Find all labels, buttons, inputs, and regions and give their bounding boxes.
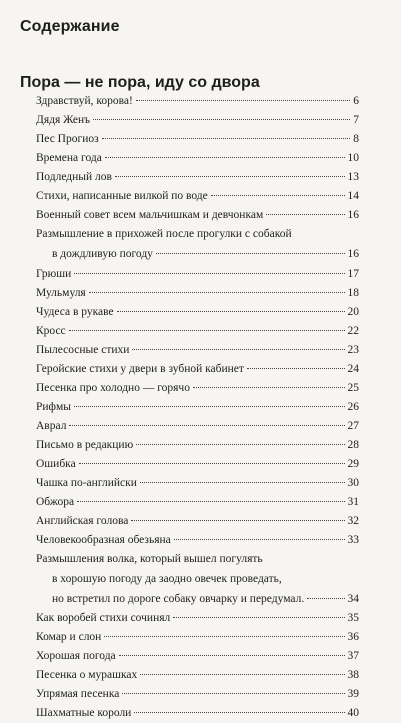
toc-entry — [0, 647, 401, 666]
toc-entry-page: 20 — [347, 306, 359, 318]
dot-leader — [119, 655, 345, 656]
dot-leader — [79, 463, 345, 464]
dot-leader — [115, 176, 345, 177]
toc-entry — [0, 284, 401, 303]
dot-leader — [131, 520, 344, 521]
toc-entry-title: Шахматные короли — [36, 707, 132, 719]
toc-entry — [0, 455, 401, 474]
toc-entry-title: Письмо в редакцию — [36, 439, 134, 451]
toc-entry — [0, 168, 401, 187]
toc-entry — [0, 417, 401, 436]
dot-leader — [74, 273, 344, 274]
dot-leader — [69, 425, 344, 426]
dot-leader — [74, 406, 344, 407]
toc-entry — [0, 550, 401, 609]
toc-entry — [0, 436, 401, 455]
toc-entry-page: 18 — [347, 287, 359, 299]
toc-entry-title: Аврал — [36, 420, 67, 432]
toc-entry — [0, 341, 401, 360]
toc-entry — [0, 130, 401, 149]
toc-entry-title: Рифмы — [36, 401, 72, 413]
toc-entry-title: Кросс — [36, 325, 66, 337]
dot-leader — [89, 292, 345, 293]
section-title: Пора — не пора, иду со двора — [20, 74, 260, 91]
toc-entry-page: 10 — [347, 152, 359, 164]
toc-entry-title: Мульмуля — [36, 287, 86, 299]
toc-entry-title: Подледный лов — [36, 171, 112, 183]
toc-entry-page: 33 — [347, 534, 359, 546]
dot-leader — [140, 674, 344, 675]
toc-entry-page: 40 — [347, 707, 359, 719]
toc-entry-title: Как воробей стихи сочинял — [36, 612, 171, 624]
toc-entry-page: 7 — [353, 114, 359, 126]
toc-entry-page: 35 — [347, 612, 359, 624]
dot-leader — [193, 387, 345, 388]
toc-entry-title: Песенка о мурашках — [36, 669, 138, 681]
toc-entry-page: 22 — [347, 325, 359, 337]
toc-entry-title: Здравствуй, корова! — [36, 95, 133, 107]
dot-leader — [69, 330, 345, 331]
toc-entry-page: 32 — [347, 515, 359, 527]
toc-entry — [0, 474, 401, 493]
toc-entry-page: 30 — [347, 477, 359, 489]
toc-entry-title: Обжора — [36, 496, 75, 508]
toc-entry-title: Грюши — [36, 268, 72, 280]
toc-entry-page: 24 — [347, 363, 359, 375]
toc-entry-page: 16 — [347, 209, 359, 221]
toc-entry-page: 25 — [347, 382, 359, 394]
dot-leader — [247, 368, 345, 369]
toc-entry — [0, 322, 401, 341]
dot-leader — [105, 157, 345, 158]
toc-entry-page: 39 — [347, 688, 359, 700]
toc-list — [0, 92, 401, 723]
toc-entry-title: Размышление в прихожей после прогулки с собакой — [36, 228, 292, 240]
toc-entry-title: Геройские стихи у двери в зубной кабинет — [36, 363, 244, 375]
toc-entry-page: 23 — [347, 344, 359, 356]
toc-entry — [0, 685, 401, 704]
toc-entry — [0, 265, 401, 284]
dot-leader — [104, 636, 344, 637]
dot-leader — [136, 444, 344, 445]
dot-leader — [134, 712, 344, 713]
toc-entry — [0, 628, 401, 647]
toc-entry-page: 27 — [347, 420, 359, 432]
toc-entry-title: Дядя Женъ — [36, 114, 91, 126]
toc-entry-title: Английская голова — [36, 515, 129, 527]
dot-leader — [102, 138, 351, 139]
dot-leader — [307, 598, 344, 599]
toc-entry-page: 28 — [347, 439, 359, 451]
toc-entry-title: Ошибка — [36, 458, 76, 470]
toc-entry-title: в хорошую погоду да заодно овечек проведать, — [52, 573, 282, 585]
toc-entry-title: но встретил по дороге собаку овчарку и передумал. — [52, 593, 305, 605]
toc-entry — [0, 225, 401, 265]
toc-entry-title: Песенка про холодно — горячо — [36, 382, 190, 394]
toc-entry-page: 26 — [347, 401, 359, 413]
toc-entry-page: 13 — [347, 171, 359, 183]
toc-entry-page: 16 — [347, 248, 359, 260]
dot-leader — [174, 539, 345, 540]
dot-leader — [77, 501, 344, 502]
toc-entry — [0, 206, 401, 225]
dot-leader — [136, 100, 350, 101]
toc-entry-title: Пес Прогиоз — [36, 133, 99, 145]
toc-entry — [0, 512, 401, 531]
dot-leader — [93, 119, 350, 120]
toc-entry — [0, 379, 401, 398]
toc-entry-page: 36 — [347, 631, 359, 643]
dot-leader — [211, 195, 345, 196]
dot-leader — [122, 693, 344, 694]
toc-entry-title: Хорошая погода — [36, 650, 116, 662]
toc-entry-page: 8 — [353, 133, 359, 145]
toc-entry — [0, 303, 401, 322]
toc-entry — [0, 493, 401, 512]
toc-entry — [0, 149, 401, 168]
toc-entry-page: 31 — [347, 496, 359, 508]
toc-entry — [0, 398, 401, 417]
toc-entry-page: 37 — [347, 650, 359, 662]
toc-entry-title: Человекообразная обезьяна — [36, 534, 171, 546]
toc-entry — [0, 111, 401, 130]
toc-entry-title: Времена года — [36, 152, 102, 164]
dot-leader — [156, 253, 345, 254]
toc-entry — [0, 531, 401, 550]
toc-entry-title: в дождливую погоду — [52, 248, 153, 260]
toc-entry — [0, 92, 401, 111]
toc-entry-page: 14 — [347, 190, 359, 202]
toc-entry-title: Пылесосные стихи — [36, 344, 130, 356]
dot-leader — [132, 349, 344, 350]
toc-entry — [0, 666, 401, 685]
toc-entry-title: Военный совет всем мальчишкам и девчонкам — [36, 209, 264, 221]
toc-entry-title: Упрямая песенка — [36, 688, 120, 700]
toc-entry-title: Комар и слон — [36, 631, 102, 643]
toc-entry-page: 29 — [347, 458, 359, 470]
toc-entry — [0, 187, 401, 206]
dot-leader — [140, 482, 345, 483]
toc-entry-title: Чудеса в рукаве — [36, 306, 114, 318]
toc-entry-page: 6 — [353, 95, 359, 107]
toc-entry — [0, 360, 401, 379]
dot-leader — [173, 617, 344, 618]
dot-leader — [266, 214, 344, 215]
toc-entry-page: 17 — [347, 268, 359, 280]
toc-entry — [0, 704, 401, 723]
toc-entry-page: 38 — [347, 669, 359, 681]
dot-leader — [117, 311, 345, 312]
toc-entry — [0, 609, 401, 628]
toc-entry-title: Размышления волка, который вышел погулять — [36, 553, 263, 565]
toc-entry-title: Стихи, написанные вилкой по воде — [36, 190, 208, 202]
toc-entry-page: 34 — [347, 593, 359, 605]
page-heading: Содержание — [20, 18, 120, 35]
toc-entry-title: Чашка по-английски — [36, 477, 137, 489]
